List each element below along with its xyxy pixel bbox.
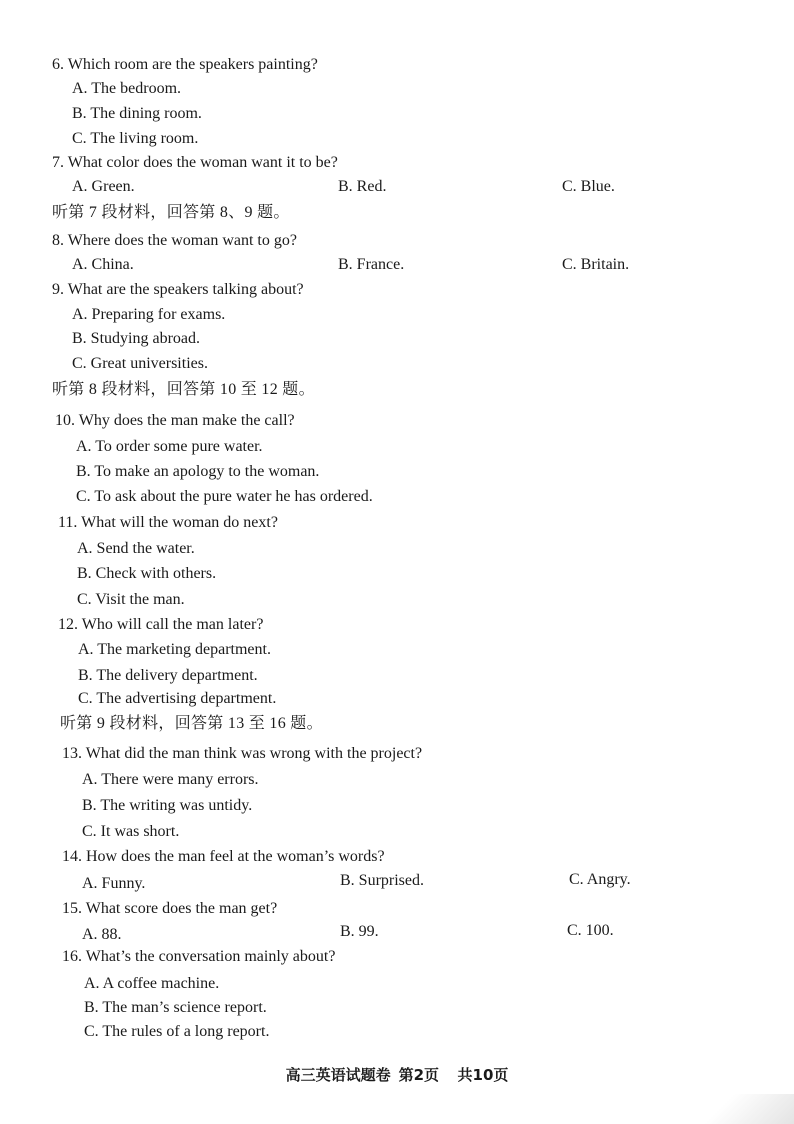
question-9-stem: 9. What are the speakers talking about? [52,281,304,298]
question-15-stem: 15. What score does the man get? [62,900,278,917]
question-16-stem: 16. What’s the conversation mainly about? [62,948,336,965]
question-11-stem: 11. What will the woman do next? [58,514,278,531]
question-15-option-c: C. 100. [567,922,614,939]
question-7-option-a: A. Green. [72,178,135,195]
question-14-option-a: A. Funny. [82,875,146,892]
question-12-option-b: B. The delivery department. [78,667,258,684]
section-8-instruction: 听第 8 段材料，回答第 10 至 12 题。 [52,381,315,398]
scan-shadow [674,1094,794,1124]
question-16-option-c: C. The rules of a long report. [84,1023,270,1040]
question-13-option-b: B. The writing was untidy. [82,797,253,814]
question-6-option-b: B. The dining room. [72,105,202,122]
question-15-option-a: A. 88. [82,926,122,943]
footer-page-number: 第2页 [398,1066,440,1084]
question-10-option-b: B. To make an apology to the woman. [76,463,320,480]
question-12-option-a: A. The marketing department. [78,641,271,658]
question-10-option-c: C. To ask about the pure water he has ordered. [76,488,373,505]
question-14-option-b: B. Surprised. [340,872,424,889]
question-8-option-a: A. China. [72,256,134,273]
footer-title: 高三英语试题卷 [285,1066,391,1084]
question-9-option-c: C. Great universities. [72,355,208,372]
question-9-option-a: A. Preparing for exams. [72,306,226,323]
question-8-option-c: C. Britain. [562,256,630,273]
question-11-option-a: A. Send the water. [77,540,195,557]
section-9-instruction: 听第 9 段材料，回答第 13 至 16 题。 [60,715,323,732]
question-6-option-a: A. The bedroom. [72,80,182,97]
question-10-option-a: A. To order some pure water. [76,438,263,455]
question-7-option-c: C. Blue. [562,178,615,195]
question-8-stem: 8. Where does the woman want to go? [52,232,297,249]
question-10-stem: 10. Why does the man make the call? [55,412,295,429]
question-7-stem: 7. What color does the woman want it to be? [52,154,338,171]
question-14-stem: 14. How does the man feel at the woman’s words? [62,848,385,865]
question-7-option-b: B. Red. [338,178,387,195]
question-16-option-a: A. A coffee machine. [84,975,220,992]
footer-total-pages: 共10页 [457,1066,509,1084]
question-13-stem: 13. What did the man think was wrong with the project? [62,745,423,762]
page-footer [0,1064,794,1085]
question-13-option-a: A. There were many errors. [82,771,259,788]
question-12-stem: 12. Who will call the man later? [58,616,264,633]
question-16-option-b: B. The man’s science report. [84,999,267,1016]
question-11-option-c: C. Visit the man. [77,591,185,608]
question-15-option-b: B. 99. [340,923,379,940]
question-13-option-c: C. It was short. [82,823,180,840]
section-7-instruction: 听第 7 段材料，回答第 8、9 题。 [52,204,290,221]
question-14-option-c: C. Angry. [569,871,631,888]
question-9-option-b: B. Studying abroad. [72,330,200,347]
question-11-option-b: B. Check with others. [77,565,217,582]
question-12-option-c: C. The advertising department. [78,690,277,707]
question-6-option-c: C. The living room. [72,130,199,147]
question-6-stem: 6. Which room are the speakers painting? [52,56,318,73]
question-8-option-b: B. France. [338,256,405,273]
